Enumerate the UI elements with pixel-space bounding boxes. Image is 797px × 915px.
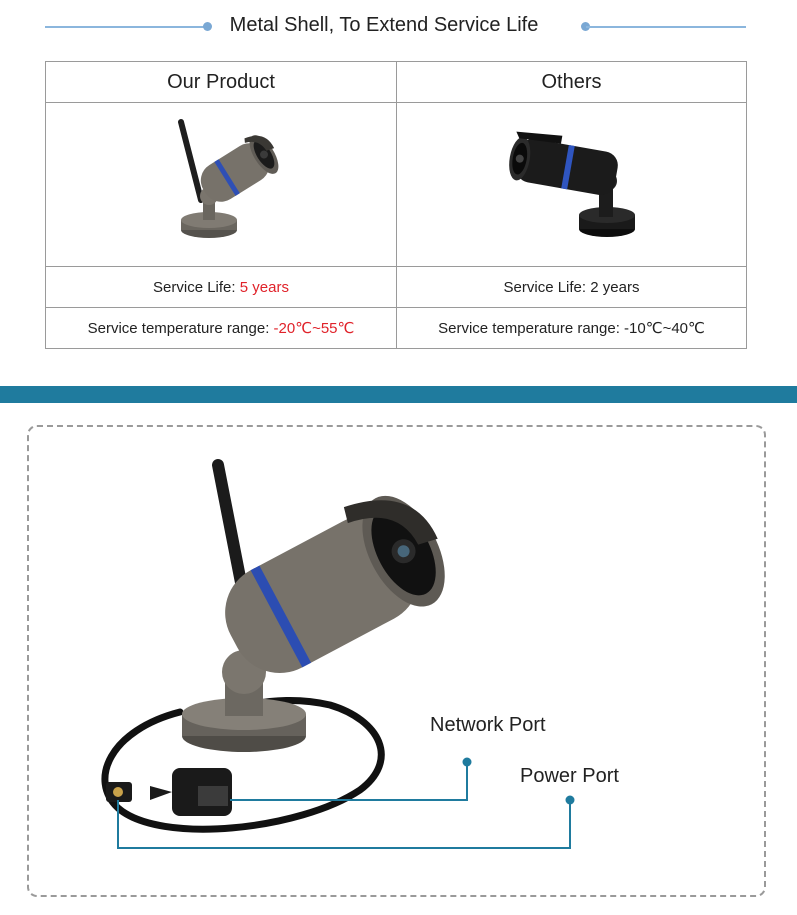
network-port-label: Network Port: [430, 714, 546, 736]
column-header-our-product: Our Product: [46, 62, 397, 103]
our-service-life-label: Service Life:: [153, 278, 240, 296]
our-service-life-value: 5 years: [239, 278, 289, 296]
others-temperature-value: -10℃~40℃: [624, 320, 705, 337]
power-port-callout-dot: [566, 796, 575, 805]
others-temperature-label: Service temperature range:: [438, 320, 625, 337]
network-port-callout-dot: [463, 758, 472, 767]
others-service-life-label: Service Life:: [503, 278, 591, 296]
section-title: Metal Shell, To Extend Service Life: [229, 14, 539, 36]
our-temperature-label: Service temperature range:: [87, 320, 274, 337]
power-connector-icon: [106, 782, 132, 802]
column-header-others: Others: [397, 62, 747, 103]
others-service-life-value: 2 years: [590, 278, 640, 296]
network-connector-icon: [150, 768, 232, 816]
our-temperature-value: -20℃~55℃: [273, 320, 355, 337]
power-port-label: Power Port: [520, 765, 619, 787]
